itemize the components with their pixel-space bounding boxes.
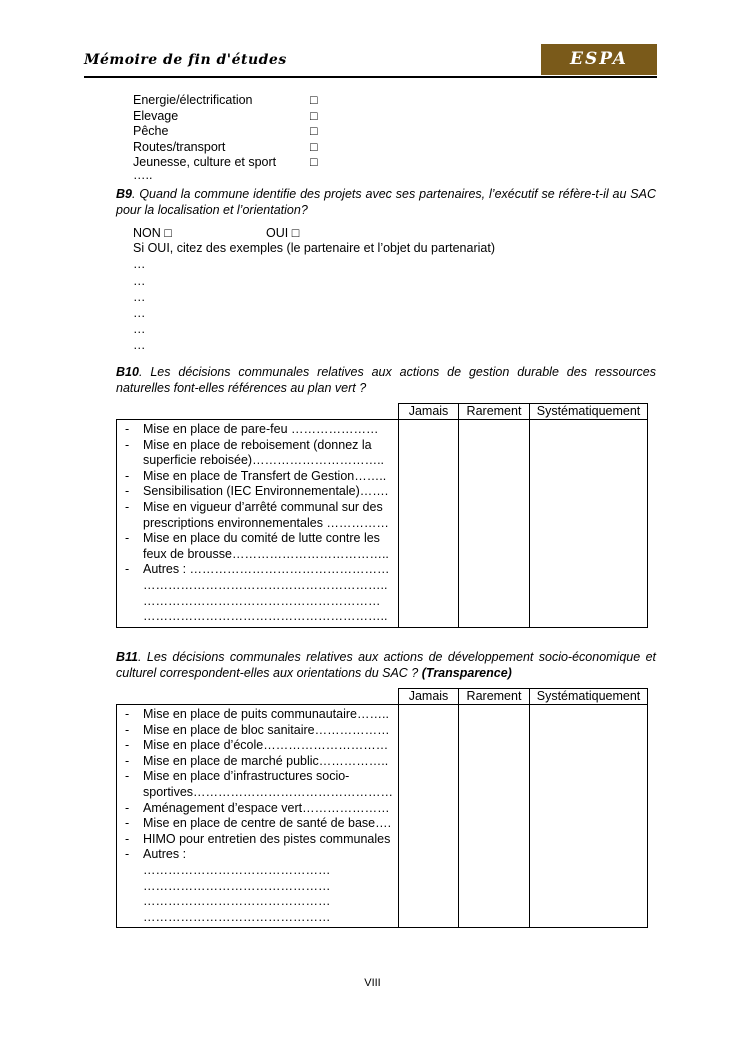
header-rule	[84, 76, 657, 78]
column-header: Systématiquement	[530, 404, 648, 420]
dash: -	[125, 800, 130, 815]
list-item-text: Mise en place de pare-feu …………………	[143, 422, 379, 436]
list-item-text: Mise en place d’école…………………………	[143, 738, 389, 753]
list-item	[125, 422, 396, 438]
if-yes-prompt: Si OUI, citez des exemples (le partenaire et l’objet du partenariat)	[133, 241, 495, 255]
items-list	[117, 420, 398, 627]
question-emphasis: (Transparence)	[421, 666, 512, 680]
list-item	[125, 594, 396, 610]
header-title: Mémoire de fin d'études	[84, 52, 287, 68]
answer-cell-rarement[interactable]	[459, 705, 530, 928]
table-body-row	[117, 420, 648, 628]
dash: -	[125, 484, 130, 499]
list-item-text: Mise en place de reboisement (donnez la superficie reboisée)…………………………..	[143, 437, 385, 468]
answer-cell-jamais[interactable]	[399, 420, 459, 628]
list-item	[125, 816, 396, 832]
header-brand: ESPA	[541, 44, 657, 75]
dash: -	[125, 531, 130, 546]
list-item-text: Mise en place de puits communautaire……..	[143, 707, 389, 721]
answer-non: NON □	[133, 226, 172, 240]
dash: -	[125, 722, 130, 737]
question-label: B9	[116, 187, 132, 201]
list-item-text: Autres : …………………………………………	[143, 562, 390, 577]
answer-cell-systematiquement[interactable]	[530, 420, 648, 628]
top-list-item: Pêche	[133, 124, 169, 138]
dash: -	[125, 753, 130, 768]
page-header	[84, 44, 657, 77]
list-item	[125, 863, 396, 879]
table-body-row	[117, 705, 648, 928]
column-header: Rarement	[459, 689, 530, 705]
checkbox-glyph: □	[310, 93, 318, 107]
column-header: Jamais	[399, 689, 459, 705]
dash: -	[125, 847, 130, 862]
list-item-text: ………………………………………	[143, 894, 331, 909]
table-b10	[116, 403, 648, 628]
list-item-text: Mise en place d’infrastructures socio-sportives…………………………………………	[143, 769, 394, 799]
list-item	[125, 609, 396, 625]
checkbox-glyph: □	[310, 139, 318, 154]
page-number: VIII	[364, 977, 381, 989]
list-item-text: …………………………………………………	[143, 593, 381, 608]
top-list-item: Jeunesse, culture et sport	[133, 155, 277, 169]
column-header: Rarement	[459, 404, 530, 420]
list-item	[125, 847, 396, 863]
question-b11	[116, 649, 656, 681]
top-list-item: Energie/électrification	[133, 93, 253, 107]
list-item-text: …………………………………………………..	[143, 577, 388, 592]
table-header-row	[117, 404, 648, 420]
list-item-text: Autres :	[143, 847, 187, 862]
answer-cell-jamais[interactable]	[399, 705, 459, 928]
dash: -	[125, 707, 130, 721]
question-text: . Quand la commune identifie des projets avec ses partenaires, l’exécutif se réfère-t-il au SAC pour la localisation et l’orientation?	[116, 187, 656, 217]
column-header: Jamais	[399, 404, 459, 420]
list-item	[125, 832, 396, 848]
list-item-text: ………………………………………	[143, 878, 331, 893]
list-item-text: ………………………………………	[143, 909, 331, 924]
table-header-empty	[117, 689, 399, 705]
list-item-text: Mise en place du comité de lutte contre les feux de brousse………………………………..	[143, 531, 389, 561]
items-list	[117, 705, 398, 927]
dash: -	[125, 816, 130, 831]
list-item	[125, 910, 396, 926]
dotted-line: …	[133, 306, 146, 320]
top-list-ellipsis: …..	[133, 168, 153, 182]
list-item	[125, 562, 396, 578]
dash: -	[125, 831, 130, 846]
list-item	[125, 754, 396, 770]
list-item	[125, 738, 396, 754]
list-item	[125, 531, 396, 562]
list-item-text: Mise en place de centre de santé de base….	[143, 816, 392, 831]
answer-cell-systematiquement[interactable]	[530, 705, 648, 928]
question-label: B11	[116, 650, 139, 664]
checkbox-glyph: □	[310, 124, 318, 138]
list-item-text: ………………………………………	[143, 862, 331, 877]
list-item	[125, 484, 396, 500]
dotted-line: …	[133, 274, 146, 288]
list-item-text: Mise en vigueur d’arrêté communal sur des prescriptions environnementales ……………	[143, 499, 389, 530]
dotted-line: …	[133, 322, 146, 336]
list-item	[125, 469, 396, 485]
dash: -	[125, 499, 130, 514]
list-item	[125, 894, 396, 910]
checkbox-glyph: □	[310, 155, 318, 169]
dash: -	[125, 738, 130, 753]
checkbox-glyph: □	[310, 108, 318, 123]
question-label: B10	[116, 365, 139, 379]
list-item	[125, 500, 396, 531]
table-header-row	[117, 689, 648, 705]
dotted-line: …	[133, 290, 146, 304]
answer-cell-rarement[interactable]	[459, 420, 530, 628]
list-item	[125, 578, 396, 594]
list-item	[125, 769, 396, 800]
top-list-item: Routes/transport	[133, 139, 226, 154]
question-text: . Les décisions communales relatives aux actions de développement socio-économique et culturel correspondent-elles aux orientations du SAC ?	[116, 650, 656, 680]
list-item-text: Aménagement d’espace vert…………………	[143, 800, 390, 815]
list-item-text: Mise en place de marché public……………..	[143, 753, 389, 768]
column-header: Systématiquement	[530, 689, 648, 705]
list-item-text: Sensibilisation (IEC Environnementale)…….	[143, 484, 389, 499]
table-header-empty	[117, 404, 399, 420]
list-item	[125, 438, 396, 469]
dotted-line: …	[133, 338, 146, 352]
answer-oui: OUI □	[266, 226, 300, 240]
list-item	[125, 879, 396, 895]
items-cell	[117, 420, 399, 628]
dash: -	[125, 562, 130, 577]
list-item-text: …………………………………………………..	[143, 609, 388, 624]
list-item-text: HIMO pour entretien des pistes communales	[143, 831, 391, 846]
dash: -	[125, 437, 130, 452]
list-item	[125, 801, 396, 817]
dash: -	[125, 422, 130, 436]
list-item-text: Mise en place de Transfert de Gestion……..	[143, 468, 387, 483]
dash: -	[125, 769, 130, 784]
question-b9	[116, 186, 656, 218]
top-list-item: Elevage	[133, 108, 179, 123]
list-item-text: Mise en place de bloc sanitaire………………	[143, 722, 390, 737]
dotted-line: …	[133, 257, 146, 271]
items-cell	[117, 705, 399, 928]
question-b10	[116, 364, 656, 396]
question-text: . Les décisions communales relatives aux actions de gestion durable des ressources naturelles font-elles références au plan vert ?	[116, 365, 656, 395]
dash: -	[125, 468, 130, 483]
list-item	[125, 723, 396, 739]
list-item	[125, 707, 396, 723]
table-b11	[116, 688, 648, 928]
